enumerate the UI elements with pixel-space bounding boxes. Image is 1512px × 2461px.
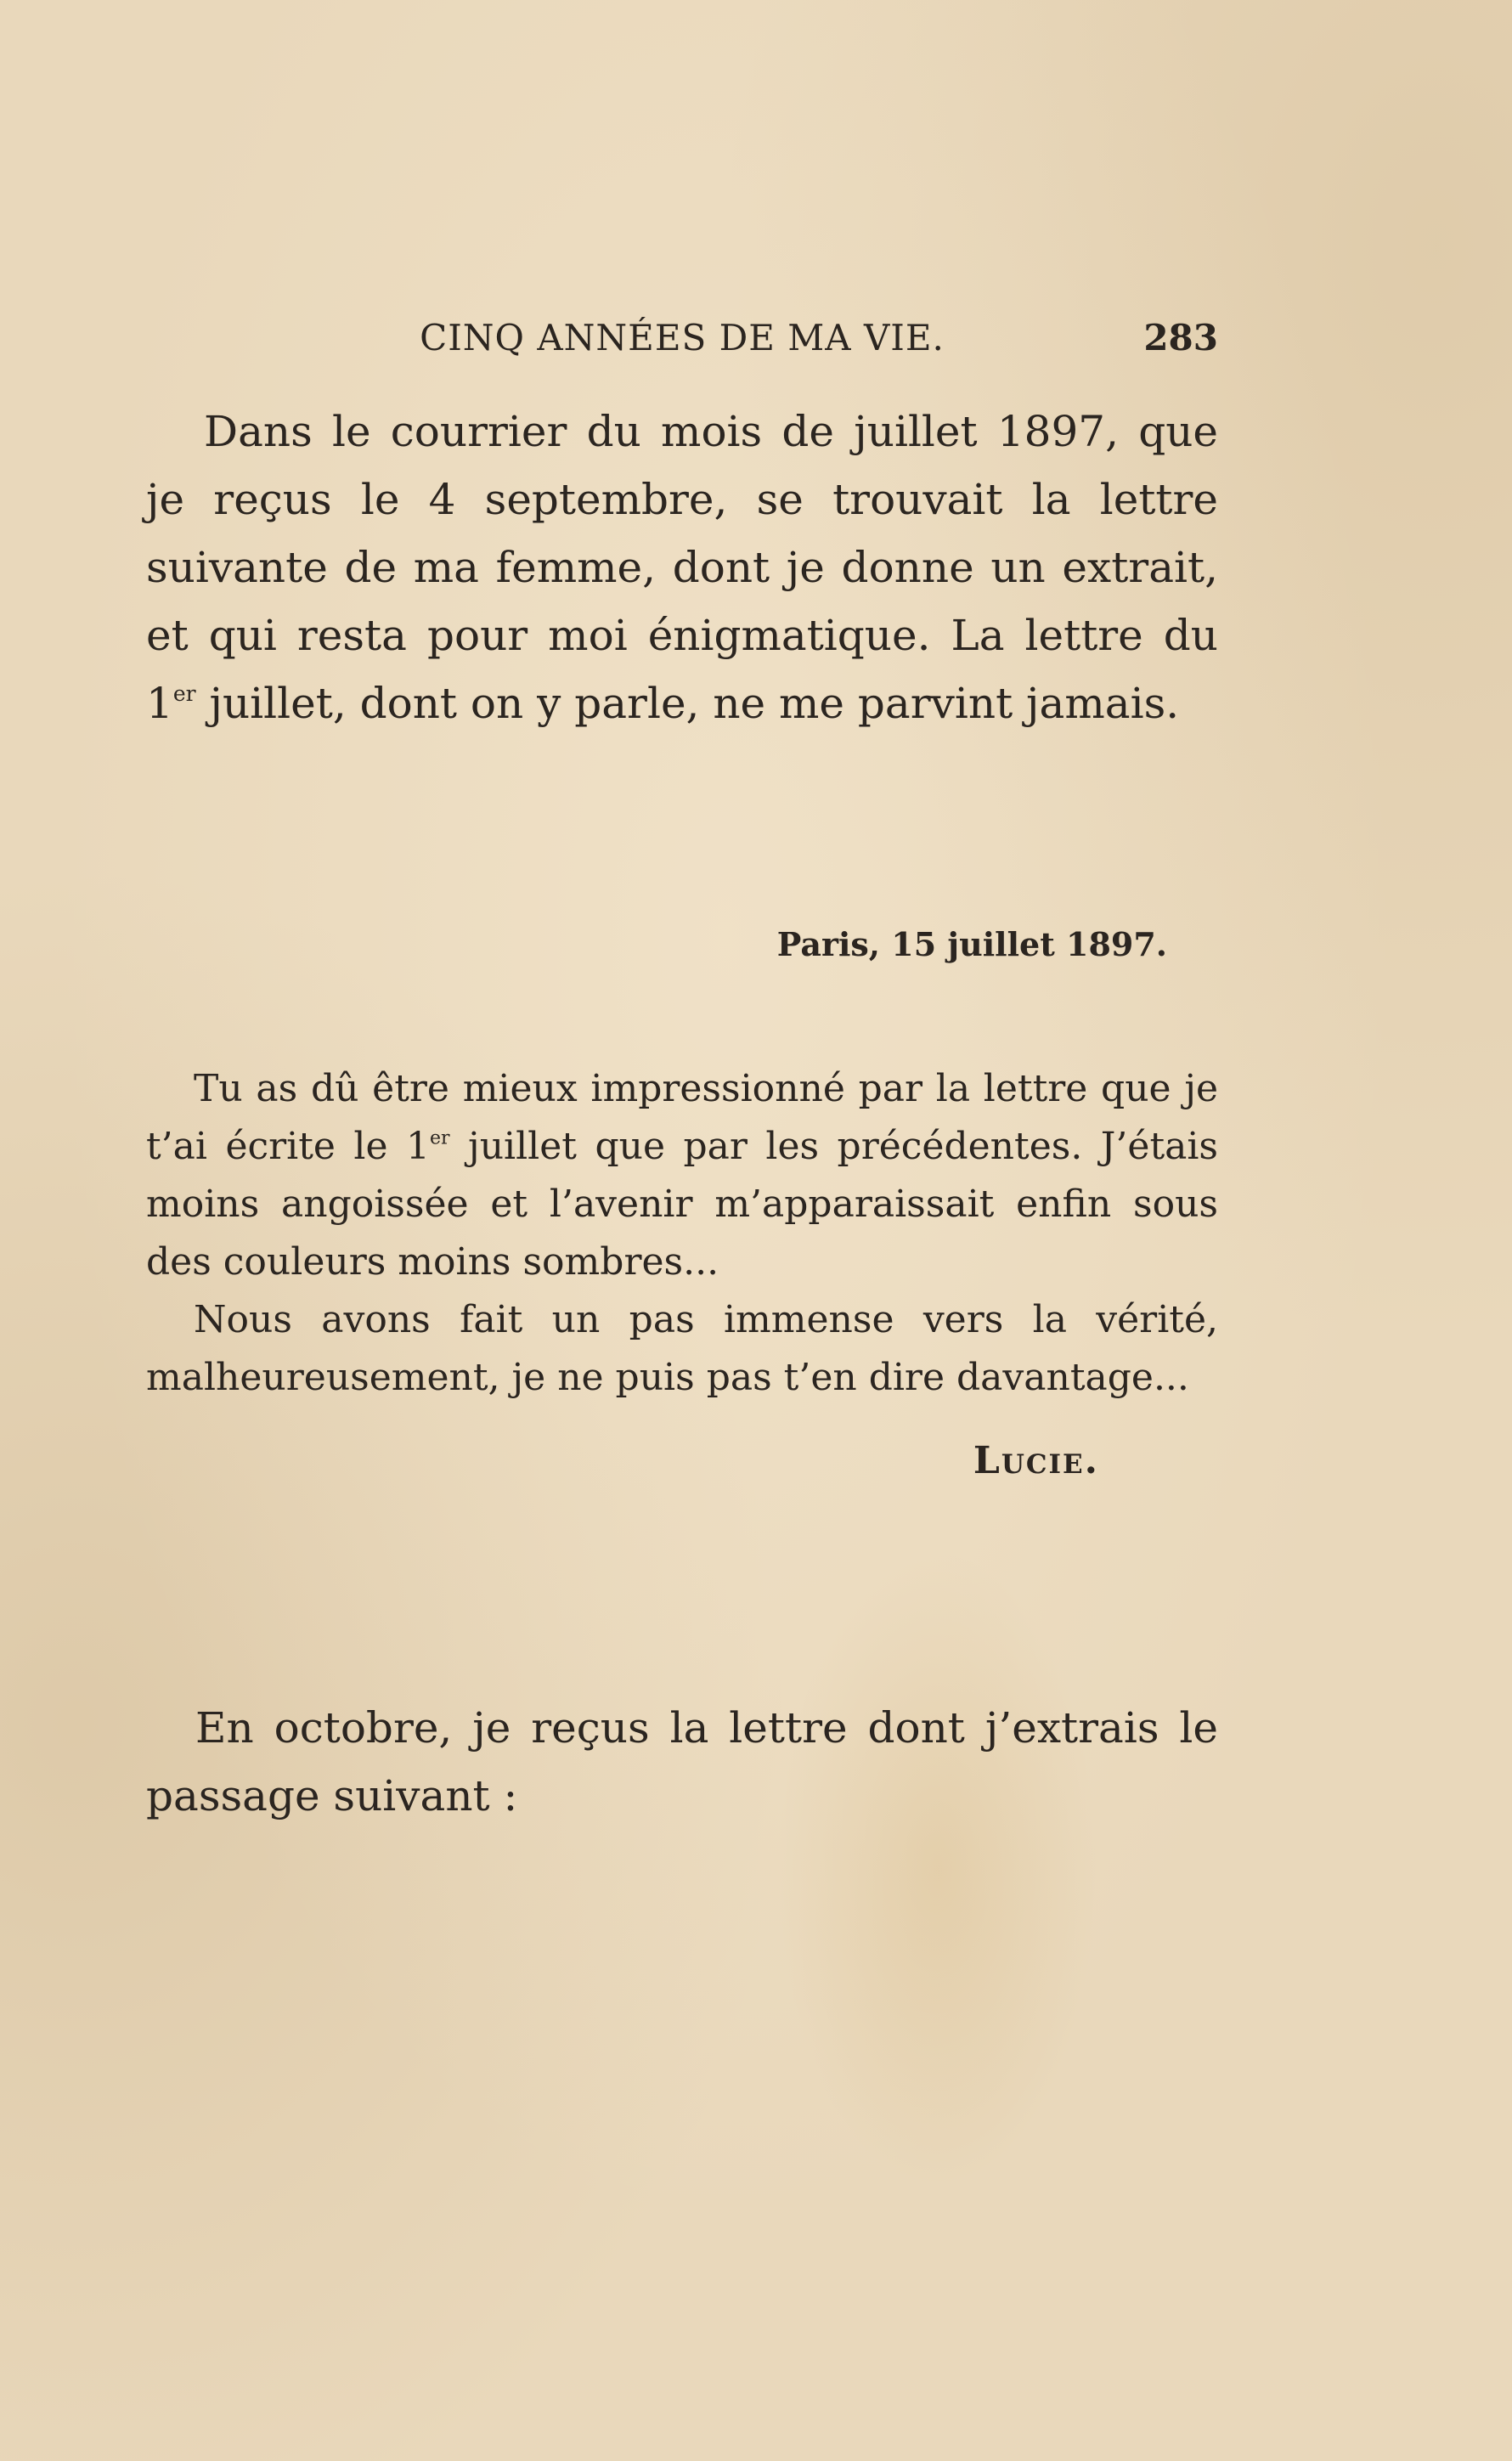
letter-paragraph-2: Nous avons fait un pas immense vers la vérité, malheureusement, je ne puis pas t’en dire davantage... (146, 1298, 1218, 1399)
ordinal-superscript: er (172, 681, 196, 706)
letter-paragraph-1 (146, 1060, 1218, 1291)
page-number: 283 (1143, 317, 1218, 358)
intro-text: Dans le courrier du mois de juillet 1897, que je reçus le 4 septembre, se trouvait la lettre suivante de ma femme, dont je donne un extrait, et qui resta pour moi énigmatique. La lettre du 1 (146, 407, 1218, 728)
letter-text: Tu as dû être mieux impressionné par la lettre que je t’ai écrite le 1 (146, 1067, 1218, 1168)
letter-text-end: juillet que par les précédentes. J’étais moins angoissée et l’avenir m’apparaissait enfin sous des couleurs moins sombres... (146, 1125, 1219, 1284)
book-page (146, 0, 1218, 2461)
running-title: CINQ ANNÉES DE MA VIE. (420, 317, 945, 358)
ordinal-superscript: er (430, 1127, 450, 1149)
intro-text-end: juillet, dont on y parle, ne me parvint jamais. (195, 679, 1180, 728)
running-head (146, 313, 1218, 364)
intro-paragraph (146, 398, 1218, 737)
outro-paragraph: En octobre, je reçus la lettre dont j’extrais le passage suivant : (146, 1703, 1218, 1820)
letter-dateline: Paris, 15 juillet 1897. (776, 925, 1167, 963)
letter-signature: Lucie. (973, 1439, 1099, 1482)
